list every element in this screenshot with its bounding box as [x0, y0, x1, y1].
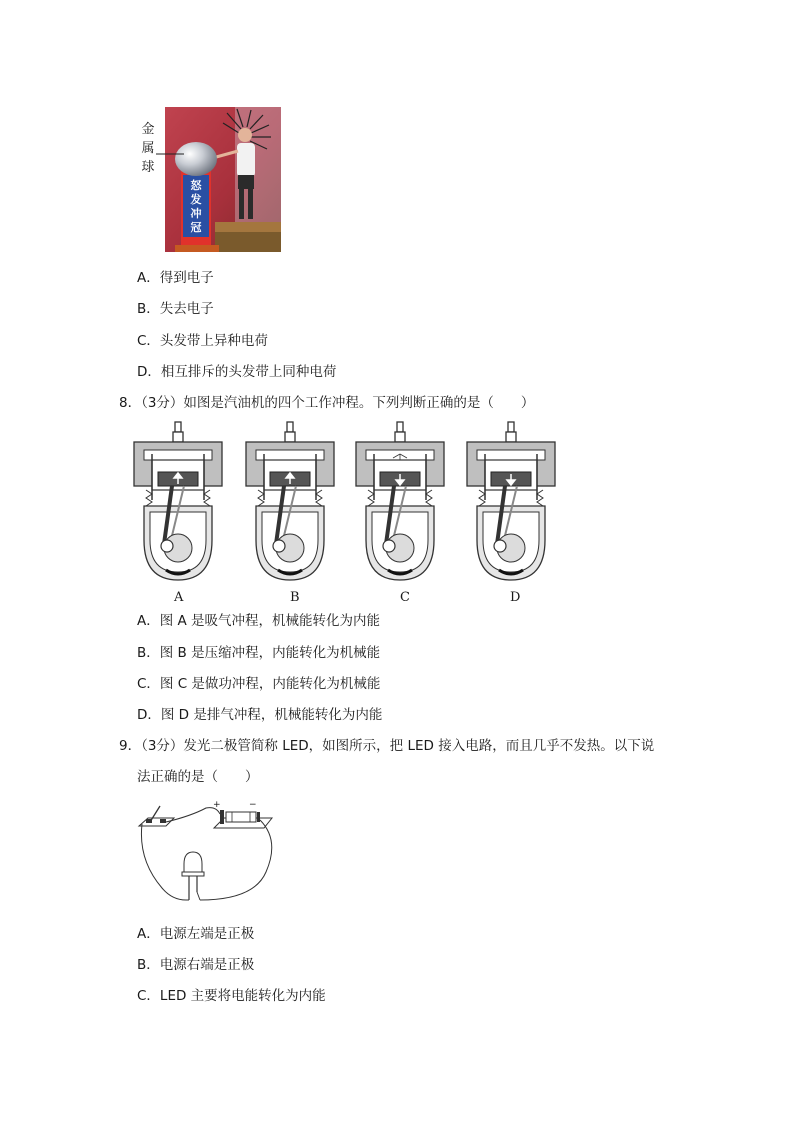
- label-char: 球: [141, 160, 155, 175]
- banner-char: 发: [190, 193, 202, 206]
- banner-char: 冠: [190, 221, 202, 234]
- q7-option-d[interactable]: D．相互排斥的头发带上同种电荷: [137, 364, 337, 380]
- q8-stem: 8．（3分）如图是汽油机的四个工作冲程。下列判断正确的是（ ）: [119, 395, 535, 411]
- label-leader-line: [156, 150, 186, 158]
- figure-label-d: D: [510, 590, 521, 605]
- figure-label-c: C: [400, 590, 410, 605]
- engine-strokes-figure: [130, 420, 570, 585]
- q9-option-b[interactable]: B．电源右端是正极: [137, 957, 255, 973]
- q9-option-a[interactable]: A．电源左端是正极: [137, 926, 255, 942]
- battery-minus-sign: −: [249, 800, 257, 810]
- banner-char: 冲: [190, 207, 202, 220]
- q8-option-d[interactable]: D．图 D 是排气冲程，机械能转化为内能: [137, 707, 383, 723]
- led-circuit-figure: [136, 800, 278, 910]
- metal-ball-label: [140, 120, 156, 177]
- q7-option-a[interactable]: A．得到电子: [137, 270, 214, 286]
- q9-stem-line1: 9．（3分）发光二极管简称 LED，如图所示，把 LED 接入电路，而且几乎不发热。以下说: [119, 738, 655, 754]
- figure-label-b: B: [290, 590, 300, 605]
- q8-option-c[interactable]: C．图 C 是做功冲程，内能转化为机械能: [137, 676, 381, 692]
- battery-plus-sign: +: [213, 800, 221, 810]
- label-char: 属: [141, 141, 155, 156]
- q9-stem-line2: 法正确的是（ ）: [137, 769, 259, 785]
- static-electricity-photo: [165, 107, 281, 252]
- q7-option-c[interactable]: C．头发带上异种电荷: [137, 333, 268, 349]
- figure-label-a: A: [174, 590, 184, 605]
- q7-option-b[interactable]: B．失去电子: [137, 301, 214, 317]
- label-char: 金: [141, 122, 155, 137]
- q9-option-c[interactable]: C．LED 主要将电能转化为内能: [137, 988, 326, 1004]
- q8-option-b[interactable]: B．图 B 是压缩冲程，内能转化为机械能: [137, 645, 381, 661]
- banner-char: 怒: [190, 179, 202, 192]
- q8-option-a[interactable]: A．图 A 是吸气冲程，机械能转化为内能: [137, 613, 381, 629]
